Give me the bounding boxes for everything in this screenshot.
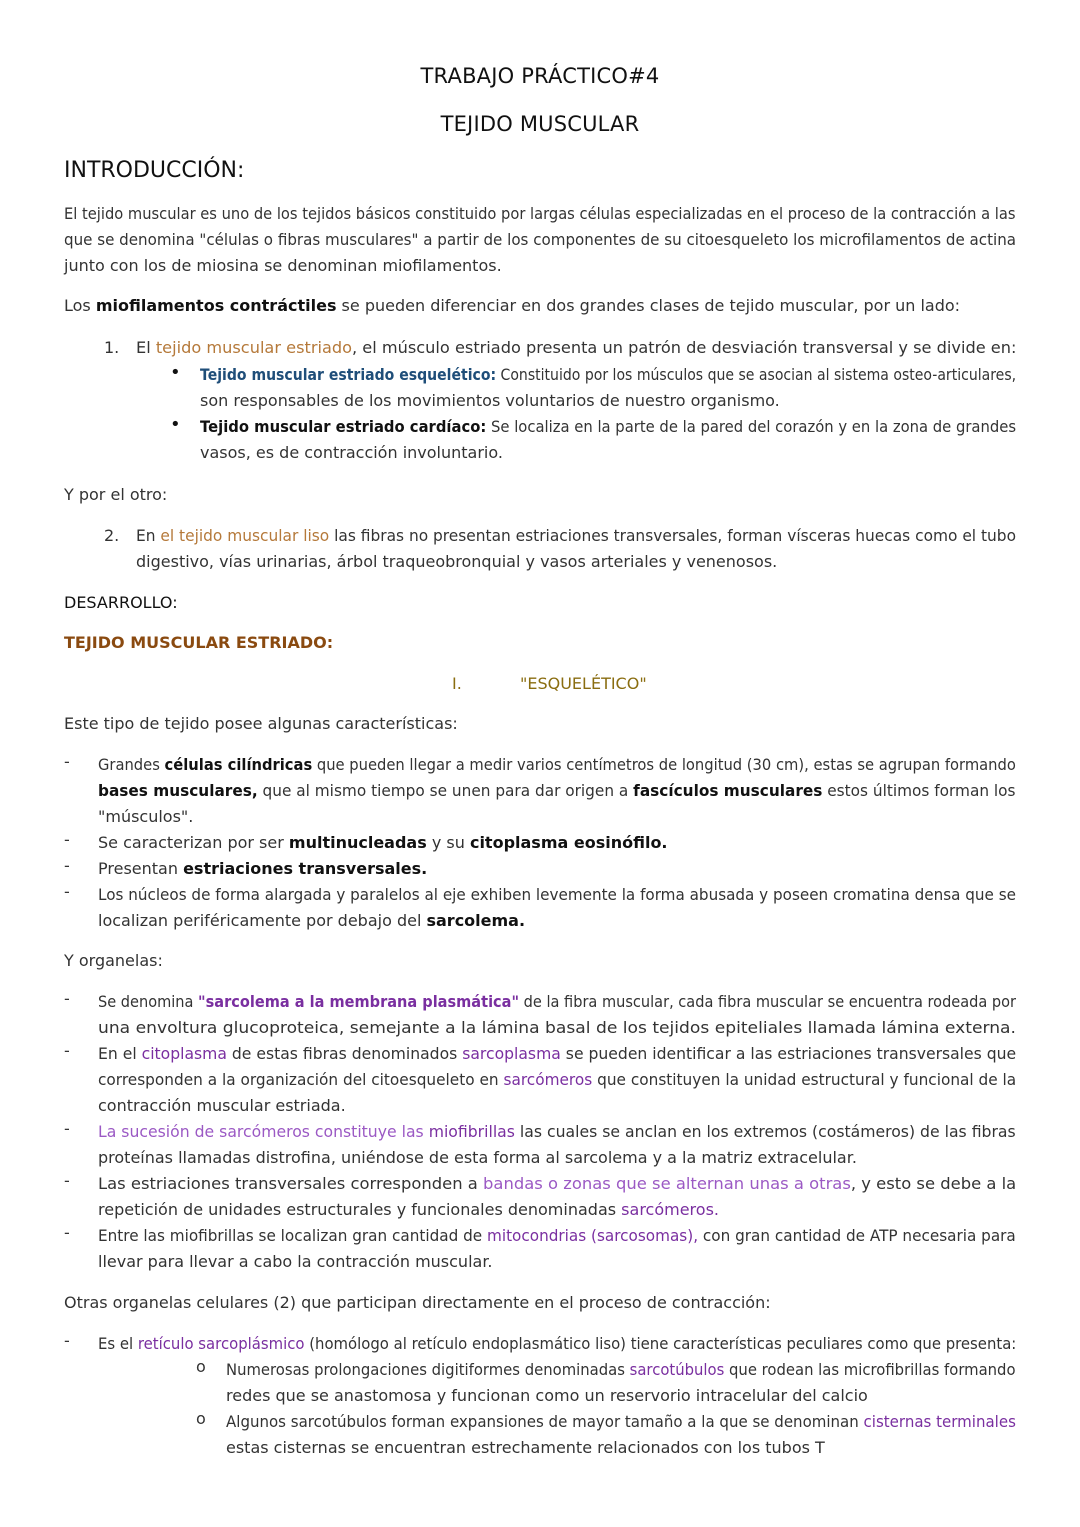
characteristics-intro: Este tipo de tejido posee algunas características: [64, 714, 458, 733]
dash: - [64, 1171, 70, 1190]
feature-1-line-2: bases musculares, que al mismo tiempo se unen para dar origen a fascículos musculares estos últimos forman los [98, 781, 1016, 800]
sub-item-skeletal: Tejido muscular estriado esquelético: Constituido por los músculos que se asocian al sistema osteo-articulares, [200, 365, 1017, 384]
feature-3: Presentan estriaciones transversales. [98, 859, 428, 878]
other-side-text: Y por el otro: [64, 485, 168, 504]
section-number: I. [452, 674, 462, 693]
intro-line-1: El tejido muscular es uno de los tejidos básicos constituido por largas células especializadas en el proceso de la contracción a las [64, 204, 1016, 223]
reticulum-sub-2-line-2: estas cisternas se encuentran estrechamente relacionados con los tubos T [226, 1438, 825, 1457]
intro-line-3: junto con los de miosina se denominan miofilamentos. [64, 256, 502, 275]
intro-heading: INTRODUCCIÓN: [64, 158, 245, 183]
dash: - [64, 1331, 70, 1350]
organelle-2: En el citoplasma de estas fibras denominados sarcoplasma se pueden identificar a las estriaciones transversales que [98, 1044, 1017, 1063]
reticulum-item: Es el retículo sarcoplásmico (homólogo al retículo endoplasmático liso) tiene características peculiares como que presenta: [98, 1334, 1017, 1353]
dash: - [64, 856, 70, 875]
organelle-4: Las estriaciones transversales corresponden a bandas o zonas que se alternan unas a otras, y esto se debe a la [98, 1174, 1017, 1193]
organelle-1: Se denomina "sarcolema a la membrana plasmática" de la fibra muscular, cada fibra muscular se encuentra rodeada por [98, 992, 1017, 1011]
reticulum-sub-1-line-2: redes que se anastomosa y funcionan como un reservorio intracelular del calcio [226, 1386, 868, 1405]
reticulum-sub-2: Algunos sarcotúbulos forman expansiones de mayor tamaño a la que se denominan cisternas terminales [226, 1412, 1016, 1431]
intro-line-2: que se denomina "células o fibras musculares" a partir de los componentes de su citoesqueleto los microfilamentos de actina [64, 230, 1017, 249]
reticulum-sub-1: Numerosas prolongaciones digitiformes denominadas sarcotúbulos que rodean las microfibrillas formando [226, 1360, 1016, 1379]
bullet: • [170, 414, 181, 435]
striated-heading: TEJIDO MUSCULAR ESTRIADO: [64, 633, 334, 652]
desarrollo-heading: DESARROLLO: [64, 593, 178, 612]
sub-item-cardiac: Tejido muscular estriado cardíaco: Se localiza en la parte de la pared del corazón y en la zona de grandes [200, 417, 1017, 436]
dash: - [64, 1119, 70, 1138]
list-item-1: El tejido muscular estriado, el músculo estriado presenta un patrón de desviación transversal y se divide en: [136, 338, 1017, 357]
organelle-2-line-2: corresponden a la organización del citoesqueleto en sarcómeros que constituyen la unidad estructural y funcional de la [98, 1070, 1017, 1089]
organelle-1-line-2: una envoltura glucoproteica, semejante a la lámina basal de los tejidos epiteliales llamada lámina externa. [98, 1018, 1016, 1037]
feature-2: Se caracterizan por ser multinucleadas y su citoplasma eosinófilo. [98, 833, 668, 852]
organelle-2-line-3: contracción muscular estriada. [98, 1096, 346, 1115]
organelles-heading: Y organelas: [64, 951, 163, 970]
section-title: "ESQUELÉTICO" [520, 674, 647, 693]
dash: - [64, 1041, 70, 1060]
organelle-4-line-2: repetición de unidades estructurales y funcionales denominadas sarcómeros. [98, 1200, 719, 1219]
document-title: TRABAJO PRÁCTICO#4 [420, 64, 660, 88]
feature-1-line-3: "músculos". [98, 807, 194, 826]
list-item-2: En el tejido muscular liso las fibras no presentan estriaciones transversales, forman vísceras huecas como el tubo [136, 526, 1016, 545]
intro-paragraph-2: Los miofilamentos contráctiles se pueden diferenciar en dos grandes clases de tejido muscular, por un lado: [64, 296, 961, 315]
feature-4: Los núcleos de forma alargada y paralelos al eje exhiben levemente la forma abusada y poseen cromatina densa que se [98, 885, 1016, 904]
list-item-2-line-2: digestivo, vías urinarias, árbol traqueobronquial y vasos arteriales y venenosos. [136, 552, 778, 571]
feature-4-line-2: localizan periféricamente por debajo del sarcolema. [98, 911, 526, 930]
organelle-3-line-2: proteínas llamadas distrofina, uniéndose de esta forma al sarcolema y a la matriz extracelular. [98, 1148, 857, 1167]
dash: - [64, 1223, 70, 1242]
sub-item-cardiac-line-2: vasos, es de contracción involuntario. [200, 443, 503, 462]
bullet: • [170, 362, 181, 383]
other-organelles-heading: Otras organelas celulares (2) que participan directamente en el proceso de contracción: [64, 1293, 771, 1312]
document-subtitle: TEJIDO MUSCULAR [440, 112, 640, 136]
dash: - [64, 830, 70, 849]
dash: - [64, 752, 70, 771]
circle-bullet: o [196, 1409, 206, 1428]
dash: - [64, 989, 70, 1008]
circle-bullet: o [196, 1357, 206, 1376]
feature-1: Grandes células cilíndricas que pueden llegar a medir varios centímetros de longitud (30 cm), estas se agrupan formando [98, 755, 1016, 774]
list-number-2: 2. [104, 526, 120, 545]
sub-item-skeletal-line-2: son responsables de los movimientos voluntarios de nuestro organismo. [200, 391, 780, 410]
organelle-3: La sucesión de sarcómeros constituye las miofibrillas las cuales se anclan en los extremos (costámeros) de las fibras [98, 1122, 1016, 1141]
list-number-1: 1. [104, 338, 120, 357]
dash: - [64, 882, 70, 901]
organelle-5-line-2: llevar para llevar a cabo la contracción muscular. [98, 1252, 493, 1271]
organelle-5: Entre las miofibrillas se localizan gran cantidad de mitocondrias (sarcosomas), con gran cantidad de ATP necesaria para [98, 1226, 1016, 1245]
